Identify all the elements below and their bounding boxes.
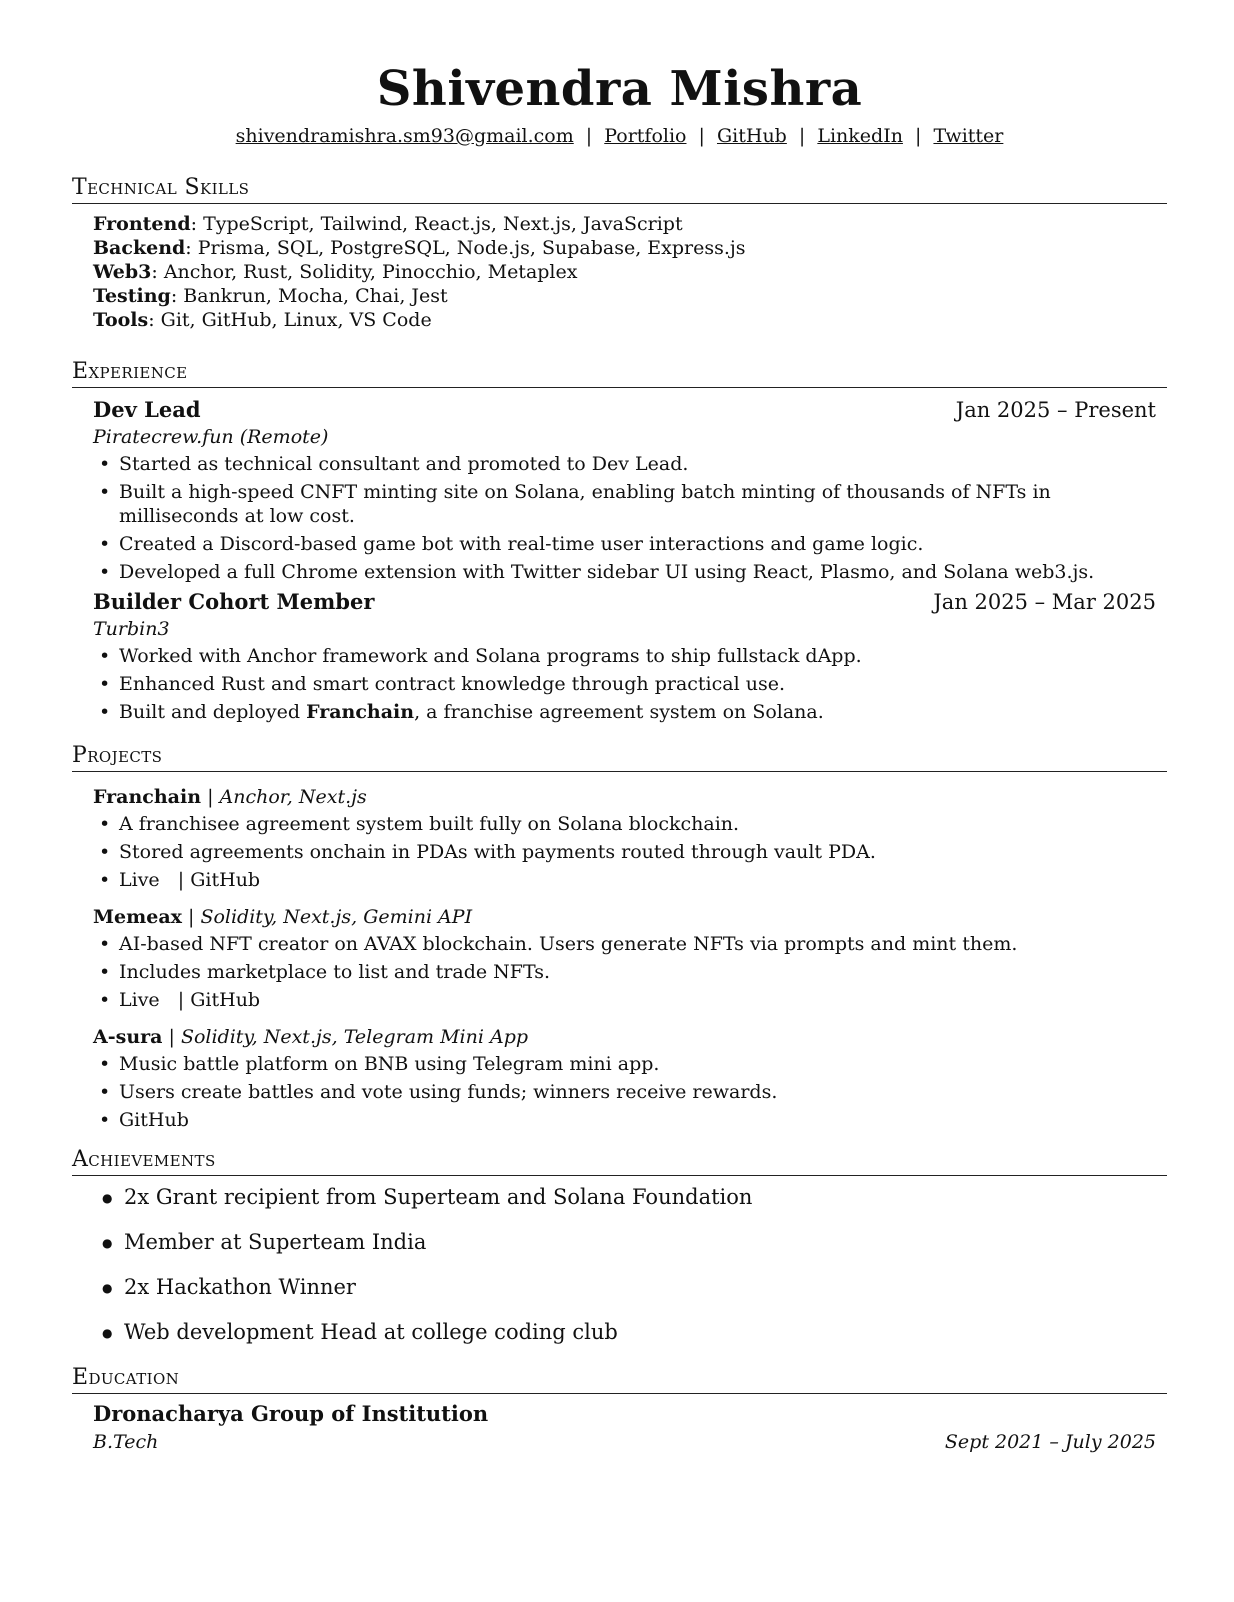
job-dates: Jan 2025 – Present	[955, 398, 1156, 422]
github-link[interactable]: GitHub	[716, 125, 787, 147]
skill-value: : Anchor, Rust, Solidity, Pinocchio, Metaplex	[151, 261, 578, 283]
education-row	[72, 1428, 1167, 1456]
project-stack: Solidity, Next.js, Gemini API	[200, 906, 473, 928]
achievement-item: ● Web development Head at college coding club	[124, 1319, 1167, 1345]
bullet-item: • A franchisee agreement system built fully on Solana blockchain.	[119, 812, 1167, 836]
linkedin-link[interactable]: LinkedIn	[817, 125, 903, 147]
candidate-name: Shivendra Mishra	[376, 61, 863, 117]
resume-page	[72, 60, 1167, 1456]
bullet-item: • Worked with Anchor framework and Solana programs to ship fullstack dApp.	[119, 644, 1167, 668]
achievement-item: ● 2x Hackathon Winner	[124, 1274, 1167, 1300]
skills-section	[72, 174, 1167, 332]
skill-row	[93, 284, 1167, 308]
bullet-item: • Built a high-speed CNFT minting site on Solana, enabling batch minting of thousands of NFTs in milliseconds at low cost.	[119, 480, 1167, 528]
bullet-list	[72, 644, 1167, 724]
project-header: Memeax | Solidity, Next.js, Gemini API	[93, 906, 473, 928]
bullet-list	[72, 932, 1167, 1012]
skill-row	[93, 308, 1167, 332]
degree: B.Tech	[93, 1431, 159, 1453]
projects-section	[72, 742, 1167, 1132]
job-org: Piratecrew.fun (Remote)	[93, 426, 329, 448]
skills-list	[72, 212, 1167, 332]
section-title-experience: Experience	[72, 358, 1167, 388]
bullet-text: , a franchise agreement system on Solana.	[414, 701, 824, 723]
bullet-item: • Music battle platform on BNB using Telegram mini app.	[119, 1052, 1167, 1076]
contact-line	[72, 124, 1167, 148]
skill-value: : Prisma, SQL, PostgreSQL, Node.js, Supabase, Express.js	[185, 237, 746, 259]
experience-entry	[72, 588, 1167, 642]
bullet-item: • Stored agreements onchain in PDAs with payments routed through vault PDA.	[119, 840, 1167, 864]
entry-header	[93, 588, 1167, 616]
bullet-list	[72, 452, 1167, 584]
project-name: Franchain	[93, 786, 202, 808]
education-section	[72, 1364, 1167, 1456]
job-dates: Jan 2025 – Mar 2025	[933, 590, 1156, 614]
bullet-item: • Users create battles and vote using funds; winners receive rewards.	[119, 1080, 1167, 1104]
separator: |	[698, 125, 705, 147]
bullet-text: Built and deployed	[119, 701, 307, 723]
separator: |	[914, 125, 922, 147]
bullet-list	[72, 812, 1167, 892]
project-stack: Solidity, Next.js, Telegram Mini App	[180, 1026, 529, 1048]
experience-section	[72, 358, 1167, 724]
separator: |	[585, 125, 593, 147]
achievement-list	[72, 1184, 1167, 1345]
skill-label: Frontend	[93, 213, 191, 235]
experience-entry	[72, 396, 1167, 450]
project-name: Memeax	[93, 906, 182, 928]
project-links[interactable]: • Live | GitHub	[119, 868, 1167, 892]
bullet-item	[119, 700, 1167, 724]
skill-label: Tools	[93, 309, 149, 331]
achievement-item: ● 2x Grant recipient from Superteam and Solana Foundation	[124, 1184, 1167, 1210]
bullet-bold-text: Franchain	[306, 701, 415, 723]
achievement-item: ● Member at Superteam India	[124, 1229, 1167, 1255]
separator: |	[798, 125, 806, 147]
portfolio-link[interactable]: Portfolio	[604, 125, 687, 147]
school-name: Dronacharya Group of Institution	[93, 1401, 489, 1426]
education-dates: Sept 2021 – July 2025	[944, 1431, 1156, 1453]
skill-value: : Git, GitHub, Linux, VS Code	[148, 309, 432, 331]
bullet-item: • Created a Discord-based game bot with real-time user interactions and game logic.	[119, 532, 1167, 556]
entry-header	[93, 396, 1167, 424]
skill-value: : TypeScript, Tailwind, React.js, Next.js, JavaScript	[190, 213, 683, 235]
email-link[interactable]: shivendramishra.sm93@gmail.com	[235, 125, 574, 147]
bullet-item: • Includes marketplace to list and trade NFTs.	[119, 960, 1167, 984]
bullet-item: • Enhanced Rust and smart contract knowledge through practical use.	[119, 672, 1167, 696]
section-title-projects: Projects	[72, 742, 1167, 772]
skill-label: Web3	[93, 261, 152, 283]
bullet-item: • Developed a full Chrome extension with Twitter sidebar UI using React, Plasmo, and Solana web3.js.	[119, 560, 1167, 584]
achievements-section	[72, 1146, 1167, 1345]
section-title-achievements: Achievements	[72, 1146, 1167, 1176]
twitter-link[interactable]: Twitter	[933, 125, 1004, 147]
project-name: A-sura	[93, 1026, 163, 1048]
skill-row	[93, 212, 1167, 236]
skill-label: Testing	[93, 285, 171, 307]
project-header: A-sura | Solidity, Next.js, Telegram Mini App	[93, 1026, 529, 1048]
project-links[interactable]: • Live | GitHub	[119, 988, 1167, 1012]
bullet-item: • AI-based NFT creator on AVAX blockchain. Users generate NFTs via prompts and mint them.	[119, 932, 1167, 956]
skill-row	[93, 260, 1167, 284]
job-role: Dev Lead	[93, 397, 201, 422]
skill-row	[93, 236, 1167, 260]
job-role: Builder Cohort Member	[93, 589, 375, 614]
skill-label: Backend	[93, 237, 186, 259]
job-org: Turbin3	[93, 618, 170, 640]
bullet-list	[72, 1052, 1167, 1132]
section-title-education: Education	[72, 1364, 1167, 1394]
project-header: Franchain | Anchor, Next.js	[93, 786, 367, 808]
bullet-item: • Started as technical consultant and promoted to Dev Lead.	[119, 452, 1167, 476]
project-links[interactable]: • GitHub	[119, 1108, 1167, 1132]
section-title-skills: Technical Skills	[72, 174, 1167, 204]
project-stack: Anchor, Next.js	[219, 786, 367, 808]
skill-value: : Bankrun, Mocha, Chai, Jest	[170, 285, 448, 307]
